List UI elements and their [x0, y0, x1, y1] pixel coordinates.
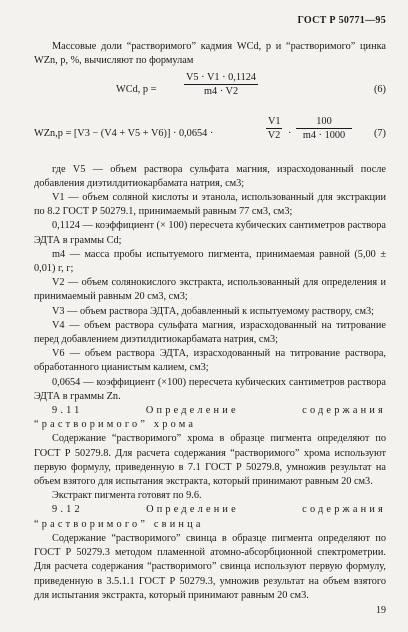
- formula-6-denominator: m4 · V2: [203, 85, 239, 97]
- where-item: V3 — объем раствора ЭДТА, добавленный к испытуемому раствору, см3;: [52, 305, 374, 317]
- page-header: ГОСТ Р 50771—95: [297, 15, 386, 26]
- formula-6-numerator: V5 · V1 · 0,1124: [186, 71, 257, 83]
- intro-paragraph: Массовые доли “растворимого” кадмия WCd, р и “растворимого” цинка WZn, p, %, вычисляют по формулам: [34, 41, 386, 67]
- section-9-12-body: Содержание “растворимого” свинца в образце пигмента определяют по ГОСТ Р 50279.3 методом пламенной атомно-абсорбционной спектрометрии. Для расчета содержания “растворимого” свинца используют первую формулу, приведенную в 3.5.1.1 ГОСТ Р 50279.3, умножив результат на объем взятого для испытания экстракта, который принимают равным 20 см3.: [34, 532, 386, 601]
- section-9-12-title: 9.12 Определение содержания “растворимого” свинца: [34, 504, 386, 530]
- formula-6-lhs: WCd, p =: [116, 83, 157, 95]
- section-9-11-title: 9.11 Определение содержания “растворимого” хрома: [34, 405, 386, 431]
- document-page: [34, 14, 386, 603]
- formula-6: [34, 71, 386, 109]
- where-item: V2 — объем солянокислого экстракта, использованный для определения и принимаемый равным 20 см3, см3;: [34, 277, 386, 303]
- section-9-11-body: Содержание “растворимого” хрома в образце пигмента определяют по ГОСТ Р 50279.8. Для расчета содержания “растворимого” хрома используют первую формулу, приведенную в 7.1 ГОСТ Р 50279.8, умножив результат на объем взятого для испытания экстракта, который принимают равным 20 см3.: [34, 433, 386, 488]
- formula-6-number: (6): [373, 83, 386, 95]
- where-item: V4 — объем раствора сульфата магния, израсходованный на титрование перед добавлением диэтилдитиокарбамата натрия, см3;: [34, 319, 386, 346]
- formula-7-fraction-2: [296, 115, 352, 142]
- where-item: V1 — объем соляной кислоты и этанола, использованный для экстракции по 8.2 ГОСТ Р 50279.1, принимаемый равным 77 см3, см3;: [34, 192, 386, 218]
- formula-7-frac1-den: V2: [267, 129, 281, 141]
- formula-7-dot: ·: [288, 127, 292, 139]
- where-item: m4 — масса пробы испытуемого пигмента, принимаемая равной (5,00 ± 0,01) г, г;: [34, 248, 386, 275]
- formula-7-frac2-num: 100: [296, 115, 352, 129]
- formula-7-lhs: WZn,p = [V3 − (V4 + V5 + V6)] · 0,0654 ·: [34, 127, 214, 139]
- where-item: V6 — объем раствора ЭДТА, израсходованный на титрование раствора, обработанного цианистым калием, см3;: [34, 348, 386, 374]
- formula-7-frac1-num: V1: [268, 115, 281, 127]
- formula-7: [34, 115, 386, 155]
- formula-7-frac2-den: m4 · 1000: [302, 129, 346, 141]
- where-item: 0,0654 — коэффициент (×100) пересчета кубических сантиметров раствора ЭДТА в граммы Zn.: [34, 376, 386, 402]
- formula-6-fraction: [184, 71, 258, 98]
- section-9-11-note: Экстракт пигмента готовят по 9.6.: [52, 490, 202, 502]
- formula-7-fraction-1: [266, 115, 282, 142]
- formula-7-number: (7): [373, 127, 386, 139]
- page-number: 19: [376, 605, 386, 616]
- where-item: где V5 — объем раствора сульфата магния, израсходованный после добавления диэтилдитиокарбамата натрия, см3;: [34, 163, 386, 189]
- where-item: 0,1124 — коэффициент (× 100) пересчета кубических сантиметров раствора ЭДТА в граммы Cd;: [34, 220, 386, 246]
